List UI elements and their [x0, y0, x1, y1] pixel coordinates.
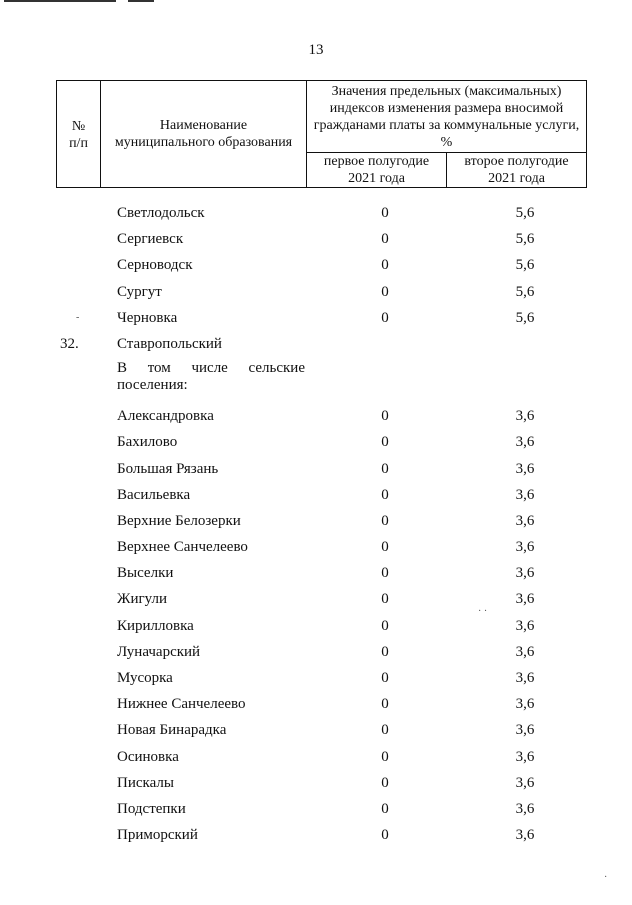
row-first-half-value: 0	[381, 283, 389, 300]
row-name: Большая Рязань	[117, 460, 219, 477]
scan-dot: ·	[604, 872, 608, 883]
row-name: Жигули	[117, 591, 167, 608]
row-name: Сургут	[117, 283, 162, 300]
row-first-half-value: 0	[381, 643, 389, 660]
top-rule	[4, 0, 116, 2]
row-second-half-value: 3,6	[515, 408, 535, 425]
table-row	[0, 770, 632, 796]
table-row	[0, 279, 632, 305]
scan-dot: -	[76, 312, 80, 323]
header-num-cell	[57, 81, 101, 188]
row-second-half-value: 3,6	[515, 539, 535, 556]
row-second-half-value: 3,6	[515, 748, 535, 765]
row-name: Подстепки	[117, 800, 186, 817]
table-row	[0, 613, 632, 639]
top-rule	[128, 0, 154, 2]
table-row	[0, 639, 632, 665]
table-row	[0, 665, 632, 691]
row-second-half-value: 5,6	[515, 231, 535, 248]
row-second-half-value: 3,6	[515, 617, 535, 634]
row-second-half-value: 3,6	[515, 460, 535, 477]
header-second-half-cell	[447, 153, 587, 188]
table-row	[0, 508, 632, 534]
header-name-label: Наименование муниципального образования	[114, 118, 293, 150]
table-row	[0, 200, 632, 226]
row-name: Сергиевск	[117, 231, 184, 248]
row-name: Черновка	[117, 309, 178, 326]
row-first-half-value: 0	[381, 748, 389, 765]
row-name: Верхние Белозерки	[117, 512, 241, 529]
row-second-half-value: 3,6	[515, 827, 535, 844]
header-second-half-label: второе полугодие 2021 года	[464, 154, 569, 186]
row-second-half-value: 5,6	[515, 205, 535, 221]
row-first-half-value: 0	[381, 460, 389, 477]
row-second-half-value: 3,6	[515, 774, 535, 791]
row-name: Пискалы	[117, 774, 174, 791]
row-second-half-value: 3,6	[515, 800, 535, 817]
row-first-half-value: 0	[381, 434, 389, 451]
header-first-half-cell	[307, 153, 447, 188]
table-row	[0, 796, 632, 822]
row-second-half-value: 3,6	[515, 565, 535, 582]
header-num-label: № п/п	[69, 119, 88, 151]
table-row	[0, 586, 632, 612]
row-name: Мусорка	[117, 670, 173, 686]
table-row	[0, 822, 632, 848]
row-second-half-value: 3,6	[515, 434, 535, 451]
row-name: Выселки	[117, 565, 174, 582]
header-name-cell	[101, 81, 307, 188]
table-row	[0, 560, 632, 586]
row-first-half-value: 0	[381, 539, 389, 556]
row-second-half-value: 3,6	[515, 512, 535, 529]
table-row	[0, 744, 632, 770]
row-first-half-value: 0	[381, 309, 389, 326]
row-name: Нижнее Санчелеево	[117, 696, 246, 713]
row-first-half-value: 0	[381, 800, 389, 817]
row-first-half-value: 0	[381, 670, 389, 686]
row-first-half-value: 0	[381, 774, 389, 791]
header-first-half-label: первое полугодие 2021 года	[323, 154, 430, 186]
row-name: Кирилловка	[117, 617, 194, 634]
table-row	[0, 403, 632, 429]
row-first-half-value: 0	[381, 565, 389, 582]
subheading-note: В том числе сельские поселения:	[117, 360, 305, 393]
row-first-half-value: 0	[381, 591, 389, 608]
row-second-half-value: 3,6	[515, 722, 535, 739]
table-row	[0, 691, 632, 717]
table-header	[56, 80, 587, 188]
row-name: Васильевка	[117, 486, 191, 503]
row-name: Александровка	[117, 408, 214, 425]
row-first-half-value: 0	[381, 827, 389, 844]
row-first-half-value: 0	[381, 722, 389, 739]
row-name: Серноводск	[117, 257, 193, 274]
district-row	[0, 331, 632, 357]
row-name: Бахилово	[117, 434, 178, 451]
row-first-half-value: 0	[381, 617, 389, 634]
table-row	[0, 429, 632, 455]
row-second-half-value: 5,6	[515, 257, 535, 274]
row-first-half-value: 0	[381, 696, 389, 713]
row-first-half-value: 0	[381, 486, 389, 503]
header-values-cell	[307, 81, 587, 153]
table-row	[0, 456, 632, 482]
row-second-half-value: 5,6	[515, 309, 535, 326]
table-row	[0, 534, 632, 560]
row-second-half-value: 3,6	[515, 670, 535, 686]
row-second-half-value: 5,6	[515, 283, 535, 300]
row-name: Верхнее Санчелеево	[117, 539, 248, 556]
scan-dot: · ·	[478, 606, 488, 617]
table-row	[0, 482, 632, 508]
table-row	[0, 252, 632, 278]
row-second-half-value: 3,6	[515, 486, 535, 503]
row-first-half-value: 0	[381, 205, 389, 221]
row-name: Новая Бинарадка	[117, 722, 227, 739]
district-name: Ставропольский	[117, 335, 222, 352]
page-number: 13	[308, 42, 324, 58]
row-name: Осиновка	[117, 748, 179, 765]
row-name: Светлодольск	[117, 205, 205, 221]
row-second-half-value: 3,6	[515, 643, 535, 660]
row-name: Приморский	[117, 827, 198, 844]
district-number: 32.	[60, 335, 79, 352]
row-second-half-value: 3,6	[515, 696, 535, 713]
row-first-half-value: 0	[381, 408, 389, 425]
row-first-half-value: 0	[381, 257, 389, 274]
table-body	[0, 200, 632, 848]
header-values-label: Значения предельных (максимальных) индексов изменения размера вносимой гражданами платы за коммунальные услуги, %	[313, 83, 580, 150]
table-row	[0, 305, 632, 331]
row-first-half-value: 0	[381, 231, 389, 248]
table-row	[0, 226, 632, 252]
table-row	[0, 717, 632, 743]
row-name: Луначарский	[117, 643, 201, 660]
row-second-half-value: 3,6	[515, 591, 535, 608]
row-first-half-value: 0	[381, 512, 389, 529]
